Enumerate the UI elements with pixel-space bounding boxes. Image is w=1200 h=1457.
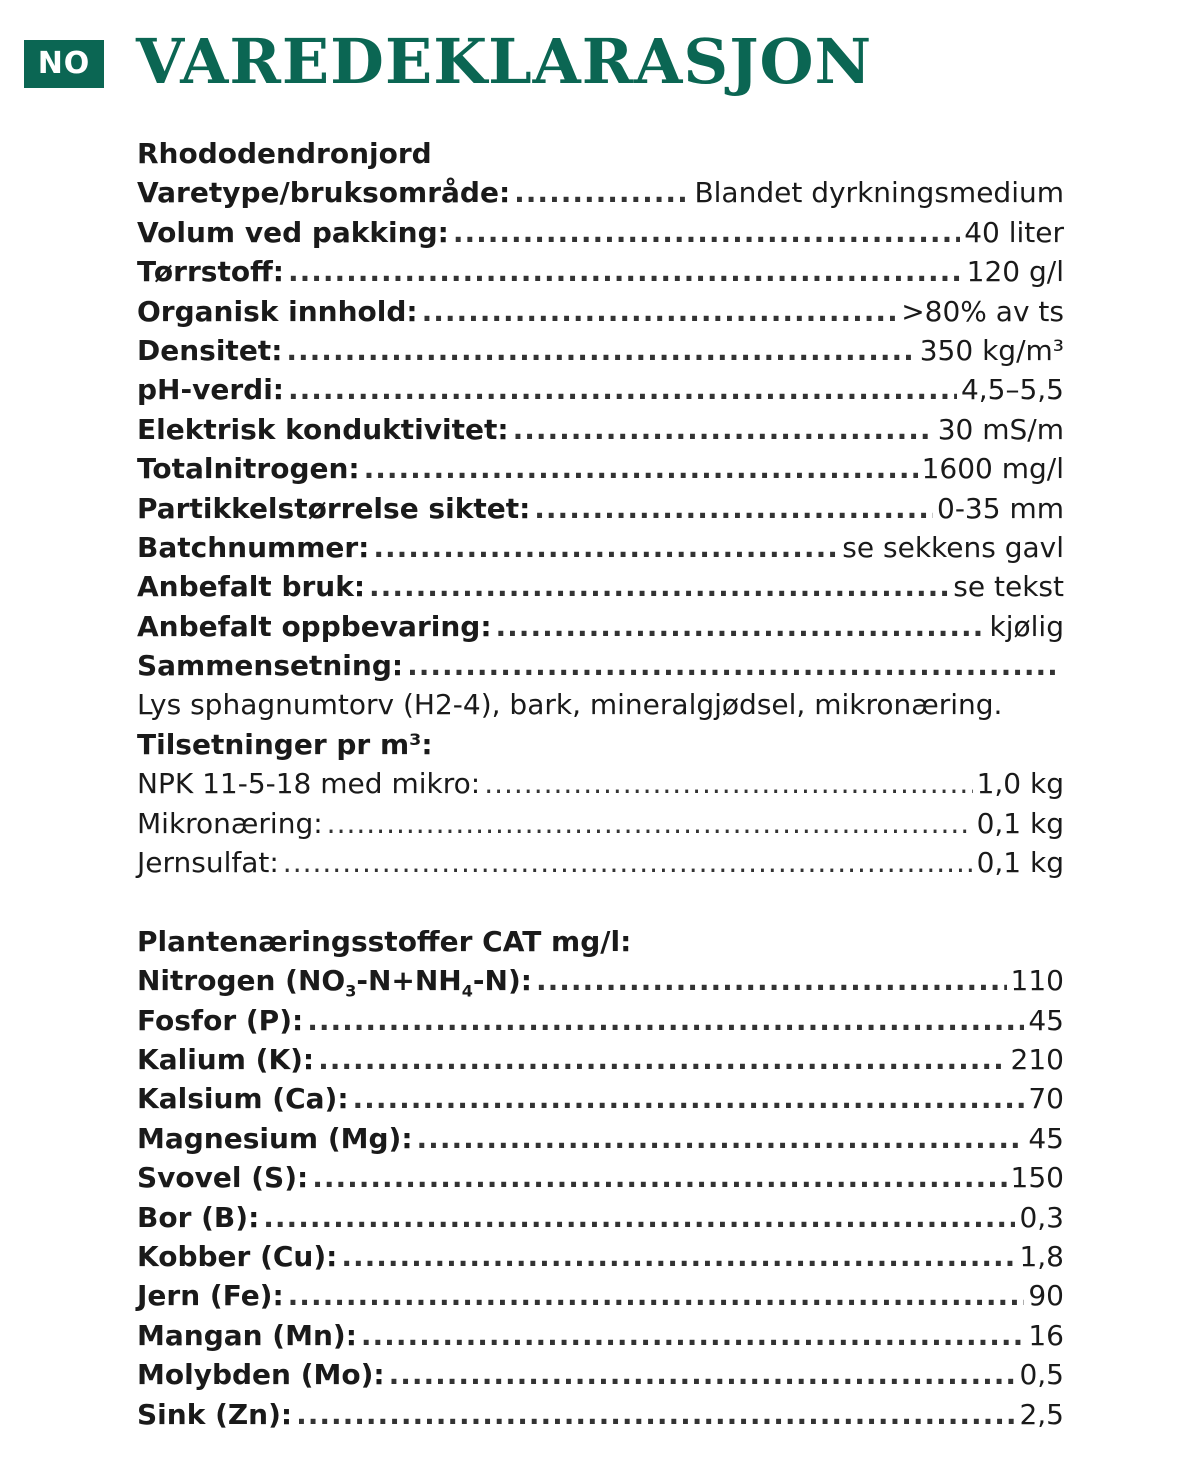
additives-heading: Tilsetninger pr m³: (137, 727, 433, 761)
nutrient-row (137, 1237, 1064, 1276)
nutrients-heading: Plantenæringsstoffer CAT mg/l: (137, 924, 632, 958)
product-name: Rhododendronjord (137, 137, 432, 170)
dot-leader (307, 1001, 1024, 1040)
dot-leader (417, 1119, 1025, 1158)
dot-leader (327, 804, 973, 843)
spec-value: se sekkens gavl (842, 530, 1064, 564)
dot-leader (312, 1158, 1006, 1197)
country-badge: NO (24, 40, 104, 88)
spec-value: kjølig (989, 609, 1064, 643)
nutrient-row (137, 1079, 1064, 1118)
spec-value: se tekst (953, 570, 1064, 604)
section-spacer (137, 882, 1064, 921)
nutrient-row (137, 1316, 1064, 1355)
dot-leader (422, 292, 898, 331)
dot-leader (364, 449, 918, 488)
dot-leader (353, 1079, 1025, 1118)
dot-leader (373, 528, 838, 567)
spec-row (137, 252, 1064, 291)
page-title: VAREDEKLARASJON (136, 25, 873, 98)
nutrient-value: 70 (1028, 1082, 1064, 1116)
nutrient-value: 2,5 (1019, 1397, 1064, 1431)
dot-leader (453, 213, 960, 252)
nutrient-label: Bor (B): (137, 1200, 260, 1234)
spec-row (137, 331, 1064, 370)
additive-row (137, 764, 1064, 803)
nutrient-label: Magnesium (Mg): (137, 1121, 413, 1155)
spec-row (137, 292, 1064, 331)
nutrient-value: 45 (1028, 1003, 1064, 1037)
spec-row (137, 213, 1064, 252)
spec-row (137, 489, 1064, 528)
nutrient-value: 16 (1028, 1318, 1064, 1352)
dot-leader (318, 1040, 1006, 1079)
spec-label: Volum ved pakking: (137, 215, 449, 249)
dot-leader (341, 1237, 1015, 1276)
additive-label: Mikronæring: (137, 806, 323, 840)
dot-leader (496, 607, 986, 646)
composition-row (137, 646, 1064, 685)
nutrient-value: 210 (1010, 1042, 1064, 1076)
spec-row (137, 567, 1064, 606)
additive-value: 0,1 kg (976, 806, 1064, 840)
spec-value: 0-35 mm (937, 491, 1064, 525)
nutrient-label: Kalium (K): (137, 1042, 315, 1076)
composition-text: Lys sphagnumtorv (H2-4), bark, mineralgjødsel, mikronæring. (137, 688, 1003, 722)
dot-leader (263, 1198, 1015, 1237)
additive-value: 0,1 kg (976, 846, 1064, 880)
spec-row (137, 528, 1064, 567)
spec-value: 30 mS/m (937, 412, 1064, 446)
spec-value: 4,5–5,5 (960, 373, 1064, 407)
nutrient-value: 1,8 (1019, 1239, 1064, 1273)
additive-value: 1,0 kg (976, 767, 1064, 801)
nutrient-row (137, 1198, 1064, 1237)
dot-leader (283, 843, 973, 882)
additive-label: NPK 11-5-18 med mikro: (137, 767, 481, 801)
declaration-body (137, 134, 1064, 1434)
spec-label: Densitet: (137, 333, 283, 367)
spec-row (137, 173, 1064, 212)
dot-leader (369, 567, 949, 606)
nutrient-row (137, 1119, 1064, 1158)
spec-value: 120 g/l (966, 255, 1064, 289)
spec-label: Anbefalt oppbevaring: (137, 609, 492, 643)
dot-leader (536, 961, 1007, 1000)
nutrient-value: 0,5 (1019, 1358, 1064, 1392)
nutrient-row-nitrogen (137, 961, 1064, 1000)
dot-leader (286, 331, 915, 370)
spec-label: Anbefalt bruk: (137, 570, 366, 604)
nutrient-row (137, 1040, 1064, 1079)
spec-label: Varetype/bruksområde: (137, 176, 511, 210)
spec-label: Tørrstoff: (137, 255, 284, 289)
spec-value: 350 kg/m³ (919, 333, 1064, 367)
spec-row (137, 410, 1064, 449)
spec-row (137, 449, 1064, 488)
nutrient-value: 90 (1028, 1279, 1064, 1313)
dot-leader (514, 173, 690, 212)
nutrient-row (137, 1276, 1064, 1315)
spec-value: >80% av ts (901, 294, 1064, 328)
spec-value: 40 liter (964, 215, 1064, 249)
nutrient-label: Svovel (S): (137, 1161, 309, 1195)
dot-leader (288, 1276, 1025, 1315)
additive-label: Jernsulfat: (137, 846, 279, 880)
composition-label: Sammensetning: (137, 649, 404, 683)
dot-leader (296, 1395, 1015, 1434)
nutrient-label: Jern (Fe): (137, 1279, 284, 1313)
spec-label: Organisk innhold: (137, 294, 418, 328)
dot-leader (361, 1316, 1024, 1355)
dot-leader (288, 370, 957, 409)
nutrient-label: Fosfor (P): (137, 1003, 304, 1037)
spec-row (137, 607, 1064, 646)
dot-leader (288, 252, 963, 291)
nutrient-label: Kobber (Cu): (137, 1239, 338, 1273)
nutrient-value: 45 (1028, 1121, 1064, 1155)
nutrient-row (137, 1395, 1064, 1434)
nutrient-label: Sink (Zn): (137, 1397, 293, 1431)
spec-label: Totalnitrogen: (137, 452, 360, 486)
additive-row (137, 804, 1064, 843)
nutrient-row (137, 1158, 1064, 1197)
spec-label: Partikkelstørrelse siktet: (137, 491, 531, 525)
nutrient-label: Molybden (Mo): (137, 1358, 385, 1392)
nutrient-label: Mangan (Mn): (137, 1318, 357, 1352)
nutrient-row (137, 1001, 1064, 1040)
spec-value: Blandet dyrkningsmedium (694, 176, 1064, 210)
nutrient-label: Kalsium (Ca): (137, 1082, 349, 1116)
nutrient-label: Nitrogen $(NO_3-N+NH_4-N)$: (137, 964, 532, 1001)
dot-leader (407, 646, 1060, 685)
dot-leader (389, 1355, 1016, 1394)
dot-leader (484, 764, 972, 803)
nutrient-value: 110 (1010, 964, 1064, 998)
additive-row (137, 843, 1064, 882)
spec-value: 1600 mg/l (921, 452, 1064, 486)
spec-label: Elektrisk konduktivitet: (137, 412, 509, 446)
dot-leader (513, 410, 934, 449)
spec-label: Batchnummer: (137, 530, 370, 564)
nutrient-value: 150 (1010, 1161, 1064, 1195)
spec-row (137, 370, 1064, 409)
nutrient-row (137, 1355, 1064, 1394)
nutrient-value: 0,3 (1019, 1200, 1064, 1234)
dot-leader (534, 489, 933, 528)
spec-label: pH-verdi: (137, 373, 284, 407)
